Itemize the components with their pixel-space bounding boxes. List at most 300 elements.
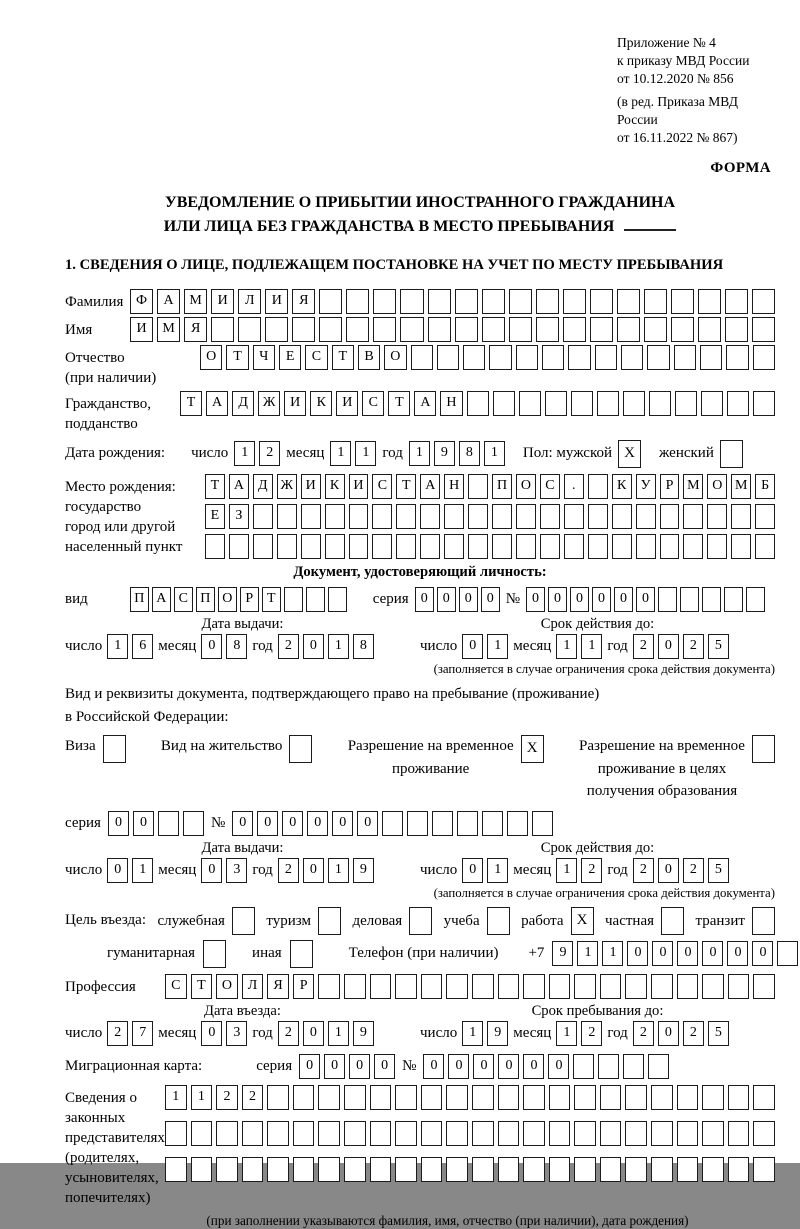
arrival-date	[65, 1021, 420, 1046]
char-box: 1	[165, 1085, 187, 1110]
char-box	[549, 1157, 571, 1182]
char-box: 2	[683, 1021, 704, 1046]
purpose-humanitarian-checkbox	[203, 940, 226, 968]
char-box	[752, 907, 775, 935]
char-box: 0	[548, 587, 567, 612]
purpose-study	[444, 907, 510, 935]
char-box	[421, 1121, 443, 1146]
identity-issue-month	[201, 634, 247, 659]
char-box	[523, 1121, 545, 1146]
char-box	[671, 317, 694, 342]
char-box	[707, 504, 727, 529]
char-box: А	[420, 474, 440, 499]
char-box	[728, 1157, 750, 1182]
char-box	[588, 534, 608, 559]
char-box: 3	[226, 1021, 247, 1046]
char-box	[728, 1085, 750, 1110]
surname-boxes	[130, 289, 775, 314]
day-label: число	[420, 861, 458, 878]
char-box	[568, 345, 590, 370]
char-box: 0	[473, 1054, 494, 1079]
char-box	[644, 317, 667, 342]
field-patronymic	[65, 345, 775, 388]
arrival-year	[278, 1021, 374, 1046]
patronymic-label-line1: Отчество	[65, 349, 125, 366]
char-box	[370, 1157, 392, 1182]
char-box: К	[612, 474, 632, 499]
residence-doc-dates	[65, 858, 775, 883]
profession-label: Профессия	[65, 978, 136, 995]
char-box: 0	[702, 941, 723, 966]
residence-valid-month	[556, 858, 602, 883]
char-box: 1	[556, 858, 577, 883]
identity-kind-boxes	[130, 587, 347, 612]
char-box	[698, 289, 721, 314]
char-box	[428, 289, 451, 314]
char-box: О	[216, 974, 238, 999]
residence-doc-intro-line2: в Российской Федерации:	[65, 709, 229, 726]
char-box	[702, 974, 724, 999]
char-box: 0	[677, 941, 698, 966]
identity-doc-dates	[65, 634, 775, 659]
given-name-label: Имя	[65, 321, 93, 338]
identity-valid-month	[556, 634, 602, 659]
day-label: число	[65, 637, 103, 654]
char-box: Т	[396, 474, 416, 499]
representatives-boxes	[165, 1085, 775, 1182]
char-box: 2	[633, 858, 654, 883]
char-box	[671, 289, 694, 314]
representatives-row3	[165, 1157, 775, 1182]
migration-number-sign: №	[402, 1057, 417, 1074]
char-box	[545, 391, 567, 416]
char-box	[753, 974, 775, 999]
purpose-humanitarian-label: гуманитарная	[107, 945, 196, 962]
char-box: 0	[652, 941, 673, 966]
birthplace-boxes	[205, 474, 775, 559]
char-box: Ч	[253, 345, 275, 370]
char-box	[680, 587, 699, 612]
char-box: 2	[278, 634, 299, 659]
char-box: 0	[437, 587, 456, 612]
char-box: М	[184, 289, 207, 314]
char-box: 8	[353, 634, 374, 659]
stay-until-date	[420, 1021, 775, 1046]
char-box: X	[571, 907, 594, 935]
year-label: год	[607, 861, 628, 878]
char-box	[487, 907, 510, 935]
char-box	[284, 587, 303, 612]
char-box	[319, 317, 342, 342]
char-box	[617, 317, 640, 342]
char-box	[588, 474, 608, 499]
char-box	[158, 811, 179, 836]
identity-series-boxes	[415, 587, 500, 612]
identity-doc-heading: Документ, удостоверяющий личность:	[293, 563, 547, 580]
citizenship-boxes	[180, 391, 775, 416]
purpose-transit-checkbox	[752, 907, 775, 935]
char-box	[724, 587, 743, 612]
char-box	[301, 534, 321, 559]
char-box: У	[636, 474, 656, 499]
char-box	[746, 587, 765, 612]
char-box	[292, 317, 315, 342]
char-box	[600, 1121, 622, 1146]
residence-issue-month	[201, 858, 247, 883]
char-box: Л	[242, 974, 264, 999]
char-box: И	[284, 391, 306, 416]
year-label: год	[607, 1024, 628, 1041]
char-box: П	[130, 587, 149, 612]
residence-valid-day	[462, 858, 508, 883]
char-box	[349, 504, 369, 529]
char-box	[455, 289, 478, 314]
residence-number-boxes	[232, 811, 553, 836]
char-box	[395, 1157, 417, 1182]
char-box	[549, 974, 571, 999]
representatives-label-line1: Сведения о	[65, 1089, 137, 1106]
char-box	[318, 1157, 340, 1182]
char-box: 0	[523, 1054, 544, 1079]
char-box: 0	[636, 587, 655, 612]
char-box: 2	[581, 1021, 602, 1046]
ref-line: (в ред. Приказа МВД России	[617, 94, 738, 128]
field-citizenship	[65, 391, 775, 434]
representatives-label-line3: представителях	[65, 1129, 165, 1146]
char-box	[516, 345, 538, 370]
char-box: 0	[282, 811, 303, 836]
char-box	[563, 289, 586, 314]
purpose-work-label: работа	[521, 912, 564, 929]
char-box: И	[265, 289, 288, 314]
char-box	[731, 534, 751, 559]
char-box: 1	[355, 441, 376, 466]
char-box: 0	[727, 941, 748, 966]
phone-label: Телефон (при наличии)	[348, 945, 499, 962]
char-box	[242, 1121, 264, 1146]
purpose-private	[605, 907, 684, 935]
valid-until-head: Срок действия до:	[540, 839, 655, 856]
identity-issue-year	[278, 634, 374, 659]
char-box	[549, 1085, 571, 1110]
char-box: С	[372, 474, 392, 499]
char-box	[306, 587, 325, 612]
char-box	[701, 391, 723, 416]
arrival-day	[107, 1021, 153, 1046]
char-box	[289, 735, 312, 763]
purpose-transit-label: транзит	[695, 912, 745, 929]
arrival-date-head: Дата въезда:	[204, 1002, 281, 1019]
purpose-official-label: служебная	[157, 912, 225, 929]
char-box	[540, 504, 560, 529]
char-box	[498, 1085, 520, 1110]
birth-year-boxes	[409, 441, 505, 466]
char-box	[590, 289, 613, 314]
sex-female-label: женский	[659, 445, 714, 462]
purpose-work-checkbox	[571, 907, 594, 935]
char-box	[492, 504, 512, 529]
char-box	[600, 974, 622, 999]
char-box: 0	[462, 634, 483, 659]
char-box	[409, 907, 432, 935]
char-box: 1	[581, 634, 602, 659]
char-box: А	[206, 391, 228, 416]
char-box: 0	[257, 811, 278, 836]
rvp-education-label-line1: Разрешение на временное	[578, 738, 745, 755]
char-box: М	[683, 474, 703, 499]
form-title-line1: УВЕДОМЛЕНИЕ О ПРИБЫТИИ ИНОСТРАННОГО ГРАЖДАНИНА	[164, 194, 676, 212]
month-label: месяц	[513, 637, 552, 654]
char-box	[472, 974, 494, 999]
char-box	[482, 317, 505, 342]
migration-number-boxes	[423, 1054, 669, 1079]
birthplace-label-line2: государство	[65, 498, 142, 515]
char-box	[651, 1121, 673, 1146]
char-box	[612, 534, 632, 559]
rvp-label-line2: проживание	[392, 760, 470, 777]
char-box	[472, 1157, 494, 1182]
residence-permit-label: Вид на жительство	[160, 738, 283, 755]
char-box	[509, 317, 532, 342]
char-box	[232, 907, 255, 935]
char-box: 0	[133, 811, 154, 836]
char-box	[395, 1121, 417, 1146]
phone-prefix: +7	[528, 945, 545, 962]
purpose-tourism	[266, 907, 341, 935]
char-box	[446, 974, 468, 999]
identity-validity-note: (заполняется в случае ограничения срока действия документа)	[433, 661, 775, 676]
month-label: месяц	[158, 1024, 197, 1041]
char-box: Я	[184, 317, 207, 342]
char-box	[446, 1085, 468, 1110]
field-given-name	[65, 317, 775, 342]
char-box	[437, 345, 459, 370]
char-box: Р	[240, 587, 259, 612]
char-box: Я	[292, 289, 315, 314]
char-box: 0	[614, 587, 633, 612]
char-box: С	[305, 345, 327, 370]
char-box	[421, 1157, 443, 1182]
char-box	[420, 534, 440, 559]
char-box	[625, 1157, 647, 1182]
char-box	[293, 1085, 315, 1110]
char-box	[444, 534, 464, 559]
char-box: М	[731, 474, 751, 499]
char-box: 0	[107, 858, 128, 883]
purpose-business	[352, 907, 432, 935]
representatives-label-line5: усыновителях,	[65, 1169, 159, 1186]
stay-year	[633, 1021, 729, 1046]
char-box	[574, 1085, 596, 1110]
char-box: Т	[262, 587, 281, 612]
char-box	[702, 587, 721, 612]
char-box	[625, 1085, 647, 1110]
char-box: П	[492, 474, 512, 499]
identity-number-sign: №	[505, 590, 520, 607]
char-box	[277, 534, 297, 559]
char-box	[318, 907, 341, 935]
char-box: Т	[205, 474, 225, 499]
char-box	[468, 534, 488, 559]
char-box: С	[540, 474, 560, 499]
char-box: 0	[374, 1054, 395, 1079]
char-box	[595, 345, 617, 370]
rvp-option	[348, 735, 544, 780]
purpose-label: Цель въезда:	[65, 912, 146, 929]
char-box	[720, 440, 743, 468]
char-box: И	[349, 474, 369, 499]
char-box: О	[516, 474, 536, 499]
rvp-education-option	[579, 735, 775, 803]
char-box: Ф	[130, 289, 153, 314]
char-box	[707, 534, 727, 559]
char-box	[395, 1085, 417, 1110]
char-box	[191, 1157, 213, 1182]
char-box	[211, 317, 234, 342]
char-box	[612, 504, 632, 529]
rvp-education-checkbox	[752, 735, 775, 763]
char-box	[617, 289, 640, 314]
representatives-row1	[165, 1085, 775, 1110]
char-box	[318, 974, 340, 999]
char-box: 5	[708, 634, 729, 659]
char-box: А	[152, 587, 171, 612]
birthplace-label-line4: населенный пункт	[65, 538, 183, 555]
char-box: 0	[548, 1054, 569, 1079]
char-box	[600, 1157, 622, 1182]
char-box	[600, 1085, 622, 1110]
char-box	[457, 811, 478, 836]
char-box: 0	[201, 634, 222, 659]
purpose-official	[157, 907, 255, 935]
char-box: 2	[278, 1021, 299, 1046]
char-box	[523, 974, 545, 999]
purpose-study-checkbox	[487, 907, 510, 935]
char-box: 1	[328, 1021, 349, 1046]
char-box	[446, 1157, 468, 1182]
birthplace-row2	[205, 504, 775, 529]
char-box	[519, 391, 541, 416]
char-box	[372, 534, 392, 559]
char-box	[523, 1157, 545, 1182]
char-box: 1	[330, 441, 351, 466]
char-box	[702, 1121, 724, 1146]
char-box	[623, 1054, 644, 1079]
char-box	[318, 1121, 340, 1146]
field-migration-card	[65, 1054, 775, 1079]
char-box	[396, 504, 416, 529]
identity-series-label: серия	[372, 590, 409, 607]
title-blank-underline	[624, 218, 676, 231]
char-box: 1	[487, 858, 508, 883]
char-box: 1	[328, 634, 349, 659]
char-box: 0	[498, 1054, 519, 1079]
char-box	[395, 974, 417, 999]
sex-male-label: Пол: мужской	[522, 445, 613, 462]
char-box: 1	[191, 1085, 213, 1110]
char-box: 2	[107, 1021, 128, 1046]
char-box	[542, 345, 564, 370]
residence-valid-date	[420, 858, 775, 883]
char-box: Д	[253, 474, 273, 499]
char-box: Ж	[258, 391, 280, 416]
char-box	[651, 974, 673, 999]
char-box: Т	[180, 391, 202, 416]
rvp-label-line1: Разрешение на временное	[347, 738, 514, 755]
char-box	[446, 1121, 468, 1146]
char-box	[468, 474, 488, 499]
migration-card-label: Миграционная карта:	[65, 1057, 203, 1074]
residence-permit-checkbox	[289, 735, 312, 763]
arrival-month	[201, 1021, 247, 1046]
identity-issue-day	[107, 634, 153, 659]
char-box	[318, 1085, 340, 1110]
day-label: число	[65, 1024, 103, 1041]
char-box: 0	[232, 811, 253, 836]
issue-date-head: Дата выдачи:	[201, 615, 284, 632]
char-box: .	[564, 474, 584, 499]
char-box	[523, 1085, 545, 1110]
char-box: Т	[226, 345, 248, 370]
ref-line: от 16.11.2022 № 867)	[617, 130, 738, 146]
char-box	[165, 1157, 187, 1182]
char-box	[191, 1121, 213, 1146]
year-label: год	[252, 1024, 273, 1041]
field-surname	[65, 289, 775, 314]
char-box	[411, 345, 433, 370]
char-box: К	[310, 391, 332, 416]
char-box	[597, 391, 619, 416]
char-box: 0	[658, 634, 679, 659]
char-box	[516, 504, 536, 529]
char-box	[677, 1085, 699, 1110]
char-box	[651, 1157, 673, 1182]
char-box	[564, 504, 584, 529]
surname-label: Фамилия	[65, 293, 124, 310]
char-box: Н	[440, 391, 462, 416]
char-box	[700, 345, 722, 370]
char-box: 1	[409, 441, 430, 466]
char-box: И	[301, 474, 321, 499]
field-birthdate	[65, 440, 775, 468]
char-box: 1	[132, 858, 153, 883]
residence-doc-types	[65, 735, 775, 803]
char-box	[549, 1121, 571, 1146]
char-box	[277, 504, 297, 529]
identity-valid-year	[633, 634, 729, 659]
stay-month	[556, 1021, 602, 1046]
char-box	[660, 534, 680, 559]
char-box	[752, 735, 775, 763]
char-box	[540, 534, 560, 559]
char-box: 2	[633, 1021, 654, 1046]
purpose-row1	[65, 907, 775, 935]
purpose-tourism-label: туризм	[266, 912, 311, 929]
char-box: 1	[484, 441, 505, 466]
char-box: 0	[423, 1054, 444, 1079]
sex-female-checkbox	[720, 440, 743, 468]
entry-date-heads	[65, 1003, 775, 1020]
char-box	[516, 534, 536, 559]
identity-number-boxes	[526, 587, 765, 612]
char-box: Б	[755, 474, 775, 499]
char-box: 9	[487, 1021, 508, 1046]
rvp-education-label	[579, 735, 745, 803]
char-box: 2	[216, 1085, 238, 1110]
ref-line: от 10.12.2020 № 856	[617, 71, 734, 87]
char-box: Р	[660, 474, 680, 499]
char-box: А	[229, 474, 249, 499]
